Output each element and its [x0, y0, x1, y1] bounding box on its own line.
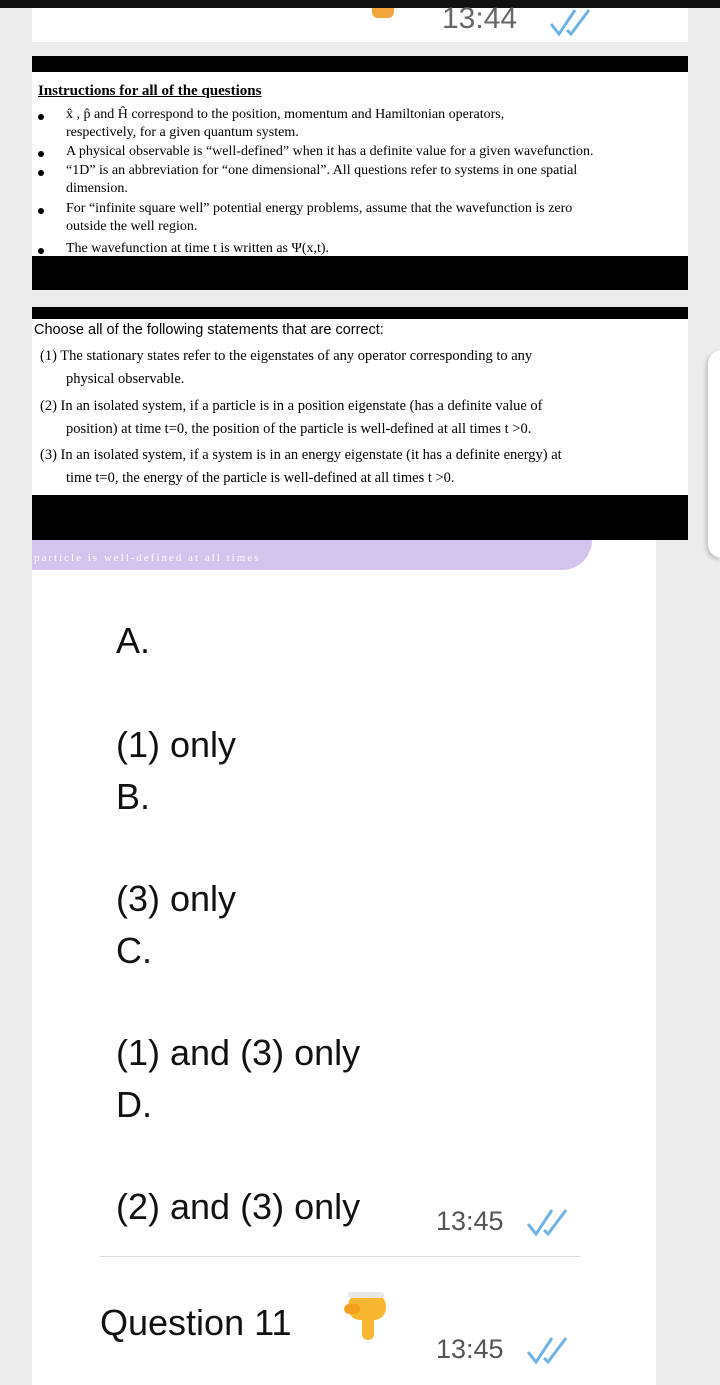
instruction-line: A physical observable is “well-defined” when it has a definite value for a given wavefunction.	[66, 144, 594, 159]
option-b-letter: B.	[116, 776, 151, 817]
message-time: 13:45	[436, 1206, 504, 1236]
scroll-handle[interactable]	[708, 350, 720, 558]
black-bar	[32, 256, 688, 290]
quoted-message-strip	[32, 540, 592, 570]
instruction-line: For “infinite square well” potential energy problems, assume that the wavefunction is zero	[66, 201, 573, 216]
bullet-dot	[38, 114, 44, 120]
message-time: 13:44	[442, 2, 518, 35]
instructions-image[interactable]	[32, 56, 688, 290]
black-bar	[32, 495, 688, 540]
instructions-title: Instructions for all of the questions	[38, 83, 262, 99]
read-ticks-icon	[524, 1208, 574, 1238]
statement-line: physical observable.	[66, 371, 185, 387]
bullet-dot	[38, 208, 44, 214]
next-question-label: Question 11	[100, 1302, 292, 1343]
instruction-line: outside the well region.	[66, 219, 198, 234]
instruction-line: The wavefunction at time t is written as Ψ(x,t).	[66, 241, 330, 256]
option-d-text: (2) and (3) only	[116, 1186, 361, 1227]
message-divider	[100, 1256, 580, 1257]
statement-line: (3) In an isolated system, if a system is in an energy eigenstate (it has a definite energy) at	[40, 447, 562, 463]
message-time: 13:45	[436, 1334, 504, 1364]
option-a-text: (1) only	[116, 724, 237, 765]
read-ticks-icon	[524, 1336, 574, 1366]
statement-line: position) at time t=0, the position of the particle is well-defined at all times t >0.	[66, 421, 532, 437]
previous-message-bubble[interactable]	[32, 2, 688, 42]
option-c-text: (1) and (3) only	[116, 1032, 361, 1073]
question-prompt: Choose all of the following statements that are correct:	[34, 322, 384, 338]
option-b-text: (3) only	[116, 878, 237, 919]
top-status-bar	[0, 0, 720, 8]
instruction-line: “1D” is an abbreviation for “one dimensional”. All questions refer to systems in one spatial	[66, 163, 578, 178]
black-bar	[32, 307, 688, 319]
instruction-line: dimension.	[66, 181, 128, 196]
bullet-dot	[38, 151, 44, 157]
instruction-line: x̂ , p̂ and Ĥ correspond to the position, momentum and Hamiltonian operators,	[66, 107, 505, 122]
option-a-letter: A.	[116, 620, 151, 661]
bullet-dot	[38, 248, 44, 254]
quoted-text: particle is well-defined at all times	[34, 552, 261, 564]
black-bar	[32, 56, 688, 72]
orange-sticker-edge	[372, 8, 394, 18]
option-d-letter: D.	[116, 1084, 152, 1125]
pointing-down-hand-icon	[340, 1290, 396, 1344]
statement-line: (1) The stationary states refer to the eigenstates of any operator corresponding to any	[40, 348, 533, 364]
option-c-letter: C.	[116, 930, 152, 971]
read-ticks-icon	[547, 8, 597, 38]
statement-line: time t=0, the energy of the particle is well-defined at all times t >0.	[66, 470, 455, 486]
question-image[interactable]	[32, 307, 688, 540]
statement-line: (2) In an isolated system, if a particle is in a position eigenstate (has a definite value of	[40, 398, 543, 414]
bullet-dot	[38, 170, 44, 176]
instruction-line: respectively, for a given quantum system.	[66, 125, 299, 140]
